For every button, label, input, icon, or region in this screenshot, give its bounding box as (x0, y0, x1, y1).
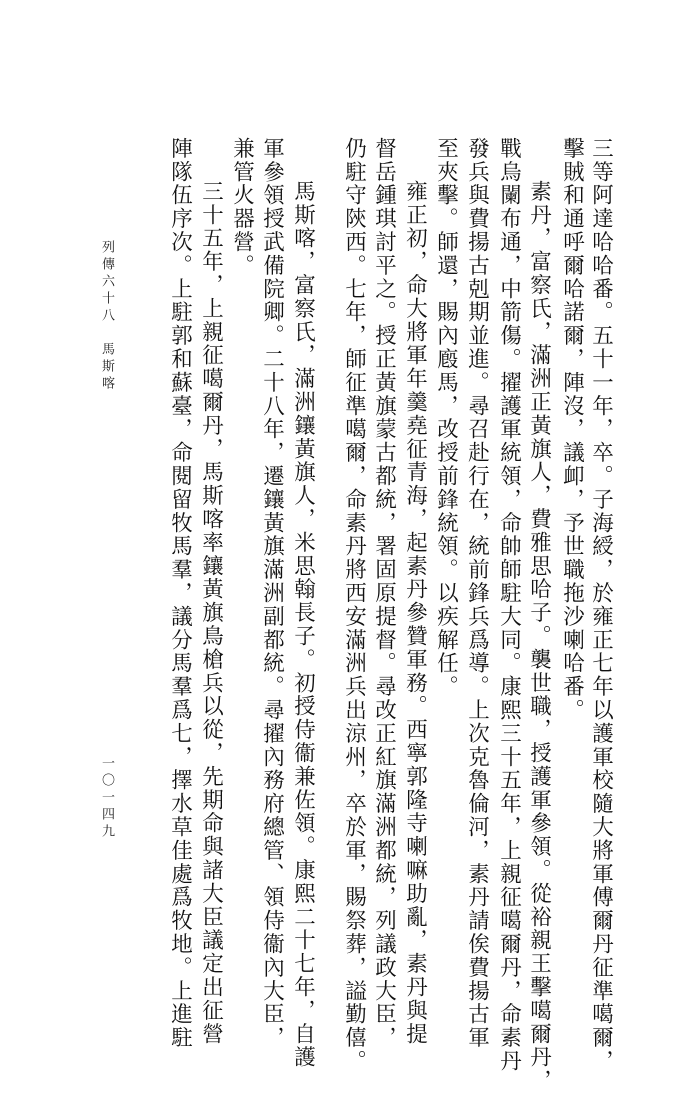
text-column-8: 督岳鍾琪討平之。授正黃旗蒙古都統，署固原提督。尋改正紅旗滿洲都統，列議政大臣， (371, 137, 397, 1050)
running-head: 列傳六十八 馬斯喀 (99, 240, 114, 393)
text-column-7: 雍正初，命大將軍年羹堯征青海，起素丹參贊軍務。西寧郭隆寺喇嘛助亂，素丹與提 (402, 180, 428, 1046)
text-column-12: 兼管火器營。 (229, 137, 255, 278)
text-column-1: 三等阿達哈哈番。五十一年，卒。子海綬，於雍正七年以護軍校隨大將軍傅爾丹征準噶爾， (588, 137, 614, 1073)
text-column-6: 至夾擊。師還，賜內廏馬，改授前鋒統領。以疾解任。 (433, 137, 459, 699)
text-column-2: 擊賊和通呼爾哈諾爾，陣沒，議卹，予世職拖沙喇哈番。 (559, 137, 585, 722)
text-column-9: 仍駐守陝西。七年，師征準噶爾，命素丹將西安滿洲兵出涼州，卒於軍，賜祭葬，謚勤僖。 (341, 137, 367, 1073)
text-column-10: 馬斯喀，富察氏，滿洲鑲黃旗人，米思翰長子。初授侍衞兼佐領。康熙二十七年，自護 (290, 180, 316, 1070)
text-column-14: 陣隊伍序次。上駐郭和蘇臺，命閱留牧馬羣，議分馬羣爲七，擇水草佳處爲牧地。上進駐 (167, 137, 193, 1050)
page-number: 一〇一四九 (99, 756, 114, 841)
text-column-4: 戰烏闌布通，中箭傷。擢護軍統領，命帥師駐大同。康熙三十五年，上親征噶爾丹，命素丹 (496, 137, 522, 1073)
text-column-11: 軍參領授武備院卿。二十八年，遷鑲黃旗滿洲副都統。尋擢內務府總管、領侍衞內大臣， (259, 137, 285, 1050)
text-column-3: 素丹，富察氏，滿洲正黃旗人，費雅思哈子。襲世職，授護軍參領。從裕親王擊噶爾丹， (526, 180, 552, 1093)
text-column-13: 三十五年，上親征噶爾丹，馬斯喀率鑲黃旗鳥槍兵以從，先期命與諸大臣議定出征營 (198, 180, 224, 1046)
text-column-5: 發兵與費揚古剋期並進。尋召赴行在，統前鋒兵爲導。上次克魯倫河，素丹請俟費揚古軍 (464, 137, 490, 1050)
